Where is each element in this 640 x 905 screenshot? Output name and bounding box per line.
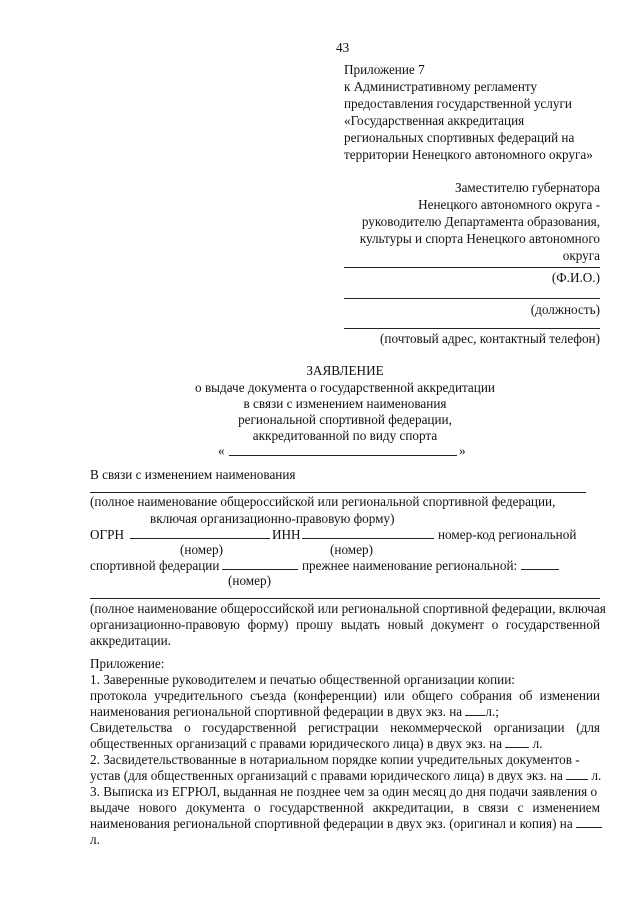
- inn-field[interactable]: [302, 538, 434, 539]
- caption-line: аккредитации.: [90, 633, 171, 648]
- prev-name-line[interactable]: [90, 598, 600, 599]
- attachment-line: л.: [591, 768, 602, 783]
- prev-name-field[interactable]: [521, 569, 559, 570]
- caption-line: организационно-правовую форму) прошу выдать новый документ о государственной: [90, 617, 600, 632]
- intro-text: В связи с изменением наименования: [90, 467, 296, 482]
- regcode-field[interactable]: [222, 569, 298, 570]
- position-field[interactable]: [344, 298, 600, 299]
- prev-name-label: прежнее наименование региональной:: [302, 558, 518, 573]
- attachment-line: л.: [532, 736, 543, 751]
- sheets-field[interactable]: [505, 736, 529, 748]
- new-name-field[interactable]: [90, 492, 586, 493]
- attachment-line: устав (для общественных организаций с правами юридического лица) в двух экз. на: [90, 768, 563, 783]
- fullname-caption: включая организационно-правовую форму): [150, 511, 395, 526]
- title-line: аккредитованной по виду спорта: [252, 428, 438, 443]
- fio-label: (Ф.И.О.): [551, 270, 600, 285]
- contact-field[interactable]: [344, 328, 600, 329]
- sport-fed-label: спортивной федерации: [90, 558, 220, 573]
- attachment-line: л.: [90, 832, 100, 847]
- attachment-line: общественных организаций с правами юридического лица) в двух экз. на: [90, 736, 503, 751]
- appendix-line: «Государственная аккредитация: [344, 113, 525, 128]
- title-line: о выдаче документа о государственной аккредитации: [195, 380, 495, 395]
- attachment-line: л.;: [485, 704, 499, 719]
- sport-type-field[interactable]: [229, 455, 457, 456]
- contact-label: (почтовый адрес, контактный телефон): [380, 331, 600, 346]
- appendix-line: Приложение 7: [344, 62, 425, 77]
- heading: ЗАЯВЛЕНИЕ: [306, 363, 384, 378]
- attachment-line: наименования региональной спортивной федерации в двух экз. на: [90, 704, 463, 719]
- title-line: региональной спортивной федерации,: [238, 412, 452, 427]
- attachments-header: Приложение:: [90, 656, 165, 671]
- attachment-line: протокола учредительного съезда (конференции) или общего собрания об изменении: [90, 688, 600, 703]
- title-line: в связи с изменением наименования: [243, 396, 447, 411]
- attachment-line: 2. Засвидетельствованные в нотариальном порядке копии учредительных документов -: [90, 752, 580, 767]
- addressee-line: округа: [562, 248, 600, 263]
- addressee-line: Ненецкого автономного округа -: [418, 197, 600, 212]
- number-caption: (номер): [330, 542, 373, 557]
- appendix-line: территории Ненецкого автономного округа»: [344, 147, 593, 162]
- appendix-line: к Административному регламенту: [344, 79, 538, 94]
- quote-open: «: [218, 443, 225, 458]
- ogrn-field[interactable]: [130, 538, 270, 539]
- number-caption: (номер): [180, 542, 223, 557]
- appendix-line: региональных спортивных федераций на: [344, 130, 575, 145]
- addressee-line: Заместителю губернатора: [454, 180, 600, 195]
- attachment-line: выдаче нового документа о государственной аккредитации, в связи с изменением: [90, 800, 600, 815]
- addressee-line: культуры и спорта Ненецкого автономного: [359, 231, 600, 246]
- inn-label: ИНН: [272, 527, 301, 542]
- position-label: (должность): [530, 302, 600, 317]
- page-number: 43: [336, 40, 350, 55]
- ogrn-label: ОГРН: [90, 527, 125, 542]
- attachment-line: Свидетельства о государственной регистрации некоммерческой организации (для: [90, 720, 600, 735]
- attachment-line: наименования региональной спортивной федерации в двух экз. (оригинал и копия) на: [90, 816, 573, 831]
- attachment-line: 1. Заверенные руководителем и печатью общественной организации копии:: [90, 672, 515, 687]
- appendix-line: предоставления государственной услуги: [344, 96, 572, 111]
- sheets-field[interactable]: [465, 704, 485, 716]
- sheets-field[interactable]: [566, 768, 588, 780]
- addressee-line: руководителю Департамента образования,: [361, 214, 600, 229]
- attachment-line: 3. Выписка из ЕГРЮЛ, выданная не позднее чем за один месяц до дня подачи заявления о: [90, 784, 598, 799]
- fio-field[interactable]: [344, 267, 600, 268]
- caption-line: (полное наименование общероссийской или региональной спортивной федерации, включая: [90, 601, 606, 616]
- sheets-field[interactable]: [576, 816, 602, 828]
- fullname-caption: (полное наименование общероссийской или региональной спортивной федерации,: [90, 494, 556, 509]
- number-caption: (номер): [228, 573, 271, 588]
- regcode-label: номер-код региональной: [438, 527, 577, 542]
- quote-close: »: [459, 443, 466, 458]
